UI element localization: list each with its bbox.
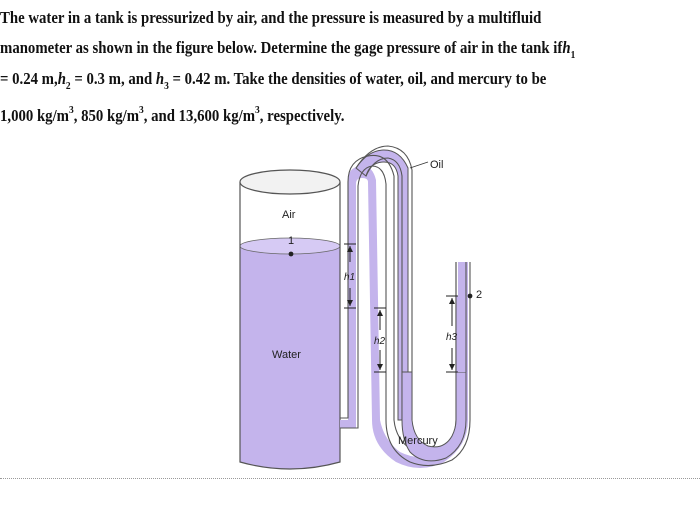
var-h2-subscript: 2 (65, 80, 71, 92)
superscript: 3 (68, 104, 74, 116)
superscript: 3 (139, 104, 144, 116)
mercury-u (402, 372, 466, 461)
problem-text: = 0.42 m. Take the densities of water, oil, and mercury to be (168, 69, 547, 88)
label-oil: Oil (430, 159, 444, 171)
var-h1-subscript: 1 (570, 49, 576, 61)
label-h3: h3 (446, 332, 458, 343)
h3-arrow-up (449, 298, 455, 304)
label-h2: h2 (374, 336, 386, 347)
var-h2: h (57, 69, 66, 88)
oil-loop (356, 150, 408, 420)
point-1-dot (289, 252, 294, 257)
label-water: Water (272, 349, 301, 361)
problem-text: , 850 kg/m (73, 106, 140, 125)
problem-text: manometer as shown in the figure below. Determine the gage pressure of air in the tank if (0, 38, 563, 57)
problem-text: The water in a tank is pressurized by air, and the pressure is measured by a multifluid (0, 8, 542, 27)
label-point-1: 1 (288, 235, 295, 247)
problem-text: , and 13,600 kg/m (143, 106, 256, 125)
superscript: 3 (255, 104, 260, 116)
label-h1: h1 (344, 272, 356, 283)
bottom-divider (0, 478, 700, 479)
problem-text: 1,000 kg/m (0, 106, 69, 125)
var-h3-subscript: 3 (164, 80, 169, 92)
h3-arrow-down (449, 364, 455, 370)
problem-text: = 0.3 m, and (70, 69, 156, 88)
tank-top (240, 170, 340, 194)
problem-text: = 0.24 m, (0, 69, 58, 88)
label-air: Air (282, 209, 296, 221)
right-leg-liquid (457, 296, 466, 372)
problem-text: , respectively. (259, 106, 345, 125)
var-h3: h (155, 69, 165, 88)
label-mercury: Mercury (398, 435, 438, 447)
var-h1: h (562, 38, 571, 57)
point-2-dot (468, 294, 473, 299)
label-point-2: 2 (476, 289, 483, 301)
oil-leader-line (410, 162, 428, 168)
